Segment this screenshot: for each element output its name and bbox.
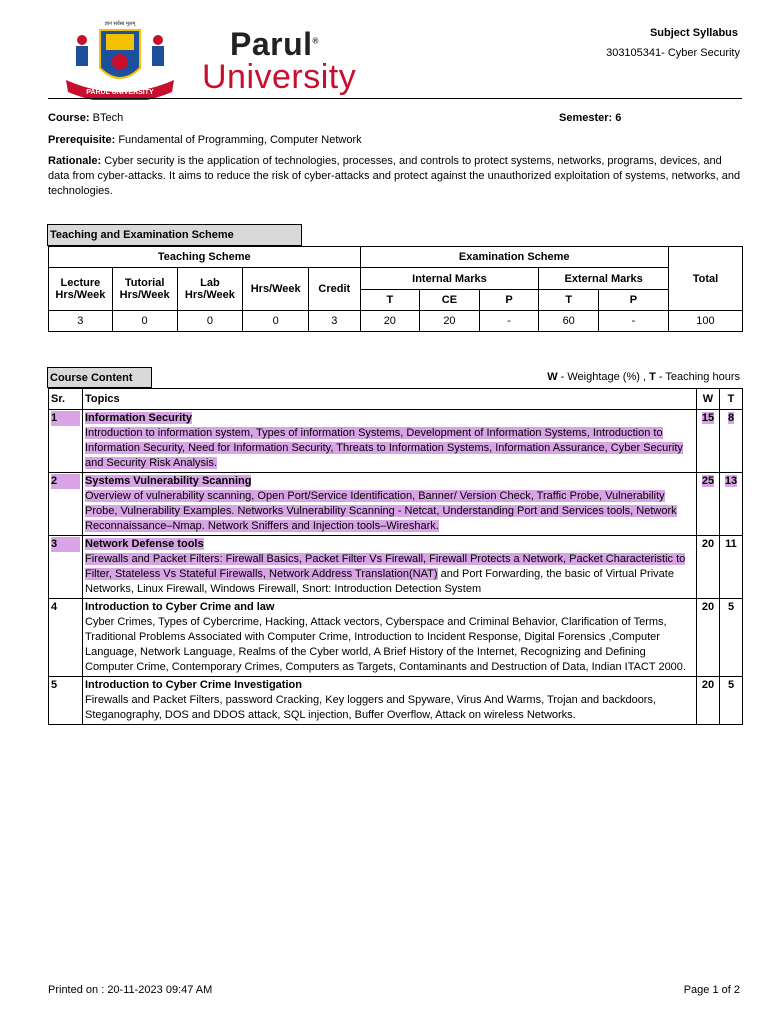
course-content-table	[48, 388, 743, 725]
rationale-info: Rationale: Cyber security is the application of technologies, processes, and controls to protect systems, networks, programs, devices, and data from cyber-attacks. It aims to reduce the risk of cyber-attacks and protect against the unauthorized exploitation of systems, networks, and technologies.	[48, 155, 741, 197]
row-body: Cyber Crimes, Types of Cybercrime, Hacking, Attack vectors, Cyberspace and Criminal Behavior, Clarification of Terms, Traditional Problems Associated with Computer Crime, Introduction to Incident Response, Digital Forensics ,Computer Language, Network Language, Realms of the Cyber world, A Brief History of the Internet, Recognizing and Defining Computer Crime, Contemporary Crimes, Computers as Targets, Contaminants and Destruction of Data, Indian ITACT 2000.	[85, 616, 686, 673]
table-row	[49, 473, 743, 536]
row-title: Introduction to Cyber Crime Investigation	[85, 679, 302, 691]
content-section-title: Course Content	[47, 367, 152, 388]
row-body-highlighted: Firewalls and Packet Filters: Firewall Basics, Packet Filter Vs Firewall, Firewall Protects a Network, Packet Characteristic to Filter, Stateless Vs Stateful Firewalls, Network Address Translation(NAT)	[85, 553, 686, 580]
row-body: Introduction to information system, Types of information Systems, Development of Information Systems, Introduction to Information Security, Need for Information Security, Threats to Information Systems, Information Assurance, Cyber Security and Security Risk Analysis.	[85, 427, 683, 469]
row-sr: 2	[51, 474, 80, 489]
page-number: Page 1 of 2	[683, 984, 740, 996]
tutorial-value: 0	[112, 311, 177, 332]
row-weightage: 15	[701, 412, 715, 424]
credit-value: 3	[309, 311, 360, 332]
lecture-value: 3	[49, 311, 113, 332]
lecture-header: Lecture Hrs/Week	[49, 268, 113, 311]
sr-header: Sr.	[49, 389, 83, 410]
row-hours: 11	[720, 536, 743, 599]
tutorial-header: Tutorial Hrs/Week	[112, 268, 177, 311]
svg-text:ज्ञानं सर्वस्य मूलम्: ज्ञानं सर्वस्य मूलम्	[104, 21, 136, 27]
row-title: Introduction to Cyber Crime and law	[85, 601, 275, 613]
external-t-value: 60	[539, 311, 599, 332]
row-title: Network Defense tools	[85, 538, 204, 550]
row-title: Information Security	[85, 412, 192, 424]
table-row	[49, 677, 743, 725]
table-row	[49, 536, 743, 599]
scheme-section-title: Teaching and Examination Scheme	[47, 224, 302, 246]
hrs-week-header: Hrs/Week	[243, 268, 309, 311]
row-body: Firewalls and Packet Filters, password Cracking, Key loggers and Spyware, Virus And Warms, Trojan and backdoors, Steganography, DOS and DDOS attack, SQL injection, Buffer Overflow, Attack on wireless Networks.	[85, 694, 657, 721]
row-hours: 5	[720, 677, 743, 725]
internal-marks-header: Internal Marks	[360, 268, 539, 290]
course-info: Course: BTech	[48, 112, 124, 124]
row-weightage: 20	[697, 677, 720, 725]
subject-code: 303105341- Cyber Security	[606, 47, 740, 59]
printed-on: Printed on : 20-11-2023 09:47 AM	[48, 984, 213, 996]
brand-name-university: University	[202, 58, 357, 96]
subject-syllabus-title: Subject Syllabus	[649, 27, 738, 39]
row-body: Overview of vulnerability scanning, Open Port/Service Identification, Banner/ Version Check, Traffic Probe, Vulnerability Probe, Vulnerability Examples. Networks Vulnerability Scanning - Netcat, Understanding Port and Services tools, Network Reconnaissance–Nmap. Network Sniffers and Injection tools–Wireshark.	[85, 490, 677, 532]
row-body: and Port Forwarding, the basic of Virtual Private Networks, Linux Firewall, Windows Firewall, Snort: Introduction Detection System	[85, 568, 674, 595]
table-row	[49, 599, 743, 677]
row-sr: 3	[51, 537, 80, 552]
w-header: W	[697, 389, 720, 410]
internal-p-header: P	[479, 290, 539, 311]
t-header: T	[720, 389, 743, 410]
row-weightage: 20	[697, 599, 720, 677]
teaching-scheme-header: Teaching Scheme	[49, 247, 361, 268]
row-sr: 4	[49, 599, 83, 677]
external-p-header: P	[599, 290, 669, 311]
row-weightage: 20	[697, 536, 720, 599]
credit-header: Credit	[309, 268, 360, 311]
internal-p-value: -	[479, 311, 539, 332]
external-p-value: -	[599, 311, 669, 332]
total-value: 100	[668, 311, 742, 332]
internal-t-value: 20	[360, 311, 420, 332]
external-t-header: T	[539, 290, 599, 311]
row-sr: 1	[51, 411, 80, 426]
hrs-week-value: 0	[243, 311, 309, 332]
weightage-legend: W - Weightage (%) , T - Teaching hours	[547, 371, 740, 383]
row-title: Systems Vulnerability Scanning	[85, 475, 252, 487]
scheme-values-row	[49, 311, 743, 332]
total-header: Total	[668, 247, 742, 311]
examination-scheme-header: Examination Scheme	[360, 247, 668, 268]
lab-value: 0	[177, 311, 243, 332]
scheme-table	[48, 246, 743, 332]
brand-name-parul: Parul®	[230, 26, 319, 62]
external-marks-header: External Marks	[539, 268, 669, 290]
prerequisite-info: Prerequisite: Fundamental of Programming, Computer Network	[48, 134, 362, 146]
row-sr: 5	[49, 677, 83, 725]
internal-ce-value: 20	[420, 311, 480, 332]
internal-t-header: T	[360, 290, 420, 311]
topics-header: Topics	[83, 389, 697, 410]
lab-header: Lab Hrs/Week	[177, 268, 243, 311]
row-hours: 5	[720, 599, 743, 677]
internal-ce-header: CE	[420, 290, 480, 311]
row-hours: 8	[727, 412, 735, 424]
row-hours: 13	[724, 475, 738, 487]
svg-text:PARUL UNIVERSITY: PARUL UNIVERSITY	[86, 89, 154, 96]
header-divider	[48, 98, 742, 99]
semester-info: Semester: 6	[559, 112, 622, 124]
university-logo	[62, 18, 202, 100]
row-weightage: 25	[701, 475, 715, 487]
table-row	[49, 410, 743, 473]
